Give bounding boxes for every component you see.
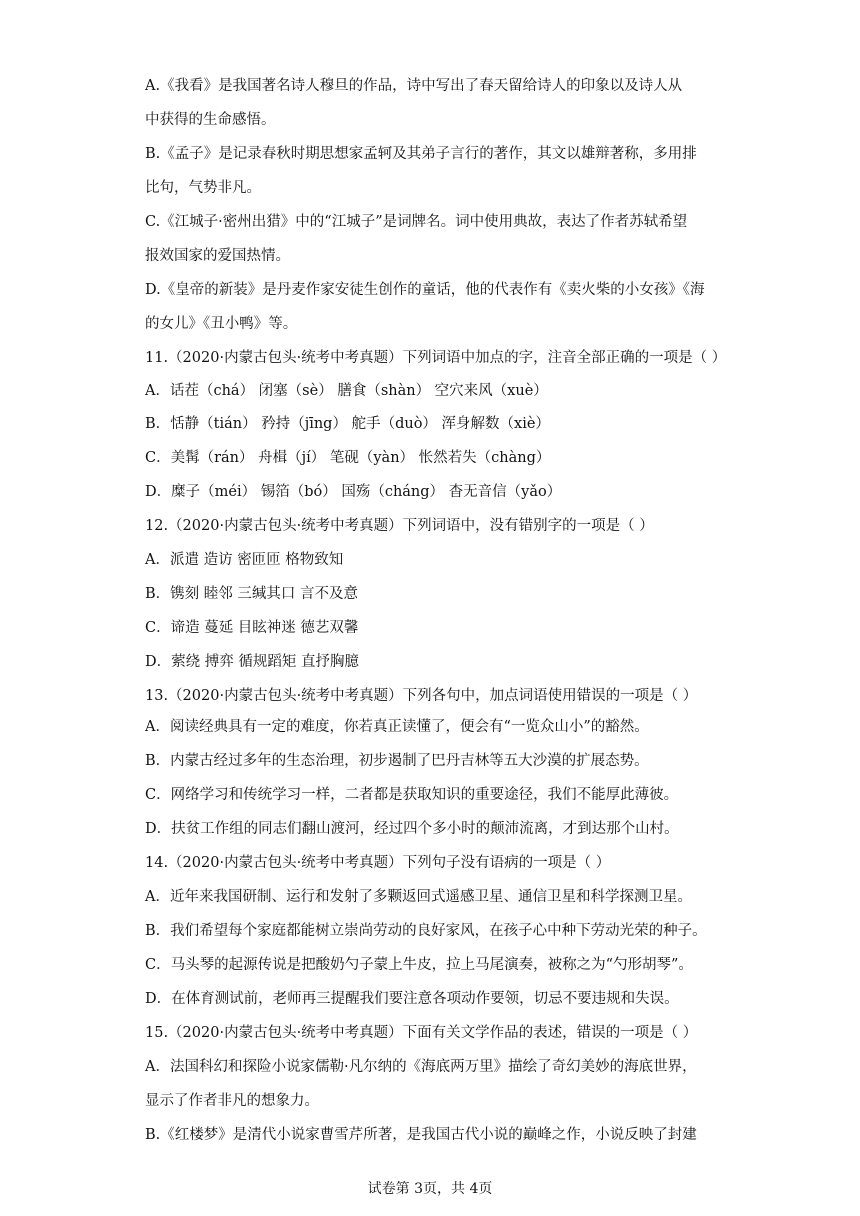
text-line: C.《江城子·密州出猎》中的“江城子”是词牌名。词中使用典故，表达了作者苏轼希望 [145,214,688,230]
text-line: B．内蒙古经过多年的生态治理，初步遏制了巴丹吉林等五大沙漠的扩展态势。 [145,753,649,769]
text-line: 报效国家的爱国热情。 [145,248,290,264]
text-line: 中获得的生命感悟。 [145,112,276,128]
text-line: 的女儿》《丑小鸭》等。 [145,316,298,332]
text-line: 15.（2020·内蒙古包头·统考中考真题）下面有关文学作品的表述，错误的一项是（ ） [145,1025,698,1041]
text-line: A．近年来我国研制、运行和发射了多颗返回式遥感卫星、通信卫星和科学探测卫星。 [145,889,692,905]
text-line: B．镌刻 睦邻 三缄其口 言不及意 [145,586,358,602]
text-line: 12.（2020·内蒙古包头·统考中考真题）下列词语中，没有错别字的一项是（ ） [145,518,654,534]
text-line: A.《我看》是我国著名诗人穆旦的作品，诗中写出了春天留给诗人的印象以及诗人从 [145,78,683,94]
text-line: 13.（2020·内蒙古包头·统考中考真题）下列各句中，加点词语使用错误的一项是（ ） [145,688,698,704]
text-line: A．阅读经典具有一定的难度，你若真正读懂了，便会有“一览众山小”的豁然。 [145,719,649,735]
text-line: 显示了作者非凡的想象力。 [145,1093,319,1109]
text-line: A．话茬（chá） 闭塞（sè） 膳食（shàn） 空穴来风（xuè） [145,383,548,399]
text-line: B.《孟子》是记录春秋时期思想家孟轲及其弟子言行的著作，其文以雄辩著称，多用排 [145,146,697,162]
text-line: B．恬静（tián） 矜持（jīng） 舵手（duò） 浑身解数（xiè） [145,416,550,432]
text-line: B.《红楼梦》是清代小说家曹雪芹所著，是我国古代小说的巅峰之作，小说反映了封建 [145,1127,697,1143]
text-line: A．法国科幻和探险小说家儒勒·凡尔纳的《海底两万里》描绘了奇幻美妙的海底世界， [145,1059,697,1075]
text-line: C．美髯（rán） 舟楫（jí） 笔砚（yàn） 怅然若失（chàng） [145,450,551,466]
text-line: D．萦绕 搏弈 循规蹈矩 直抒胸臆 [145,654,359,670]
text-line: D.《皇帝的新装》是丹麦作家安徒生创作的童话，他的代表作有《卖火柴的小女孩》《海 [145,282,705,298]
text-line: D．扶贫工作组的同志们翻山渡河，经过四个多小时的颠沛流离，才到达那个山村。 [145,821,679,837]
text-line: C．网络学习和传统学习一样，二者都是获取知识的重要途径，我们不能厚此薄彼。 [145,787,679,803]
page-footer: 试卷第 3页，共 4页 [367,1181,493,1197]
text-line: 14.（2020·内蒙古包头·统考中考真题）下列句子没有语病的一项是（ ） [145,855,611,871]
text-line: D．糜子（méi） 锡箔（bó） 国殇（cháng） 杳无音信（yǎo） [145,484,562,500]
text-line: 比句，气势非凡。 [145,180,261,196]
text-line: A．派遣 造访 密匝匝 格物致知 [145,552,344,568]
text-line: C．马头琴的起源传说是把酸奶勺子蒙上牛皮，拉上马尾演奏，被称之为“勺形胡琴”。 [145,957,693,973]
text-line: D．在体育测试前，老师再三提醒我们要注意各项动作要领，切忌不要违规和失误。 [145,991,679,1007]
text-line: 11.（2020·内蒙古包头·统考中考真题）下列词语中加点的字，注音全部正确的一项是（ ） [145,350,727,366]
text-line: C．谛造 蔓延 目眩神迷 德艺双馨 [145,620,359,636]
text-line: B．我们希望每个家庭都能树立崇尚劳动的良好家风，在孩子心中种下劳动光荣的种子。 [145,923,707,939]
